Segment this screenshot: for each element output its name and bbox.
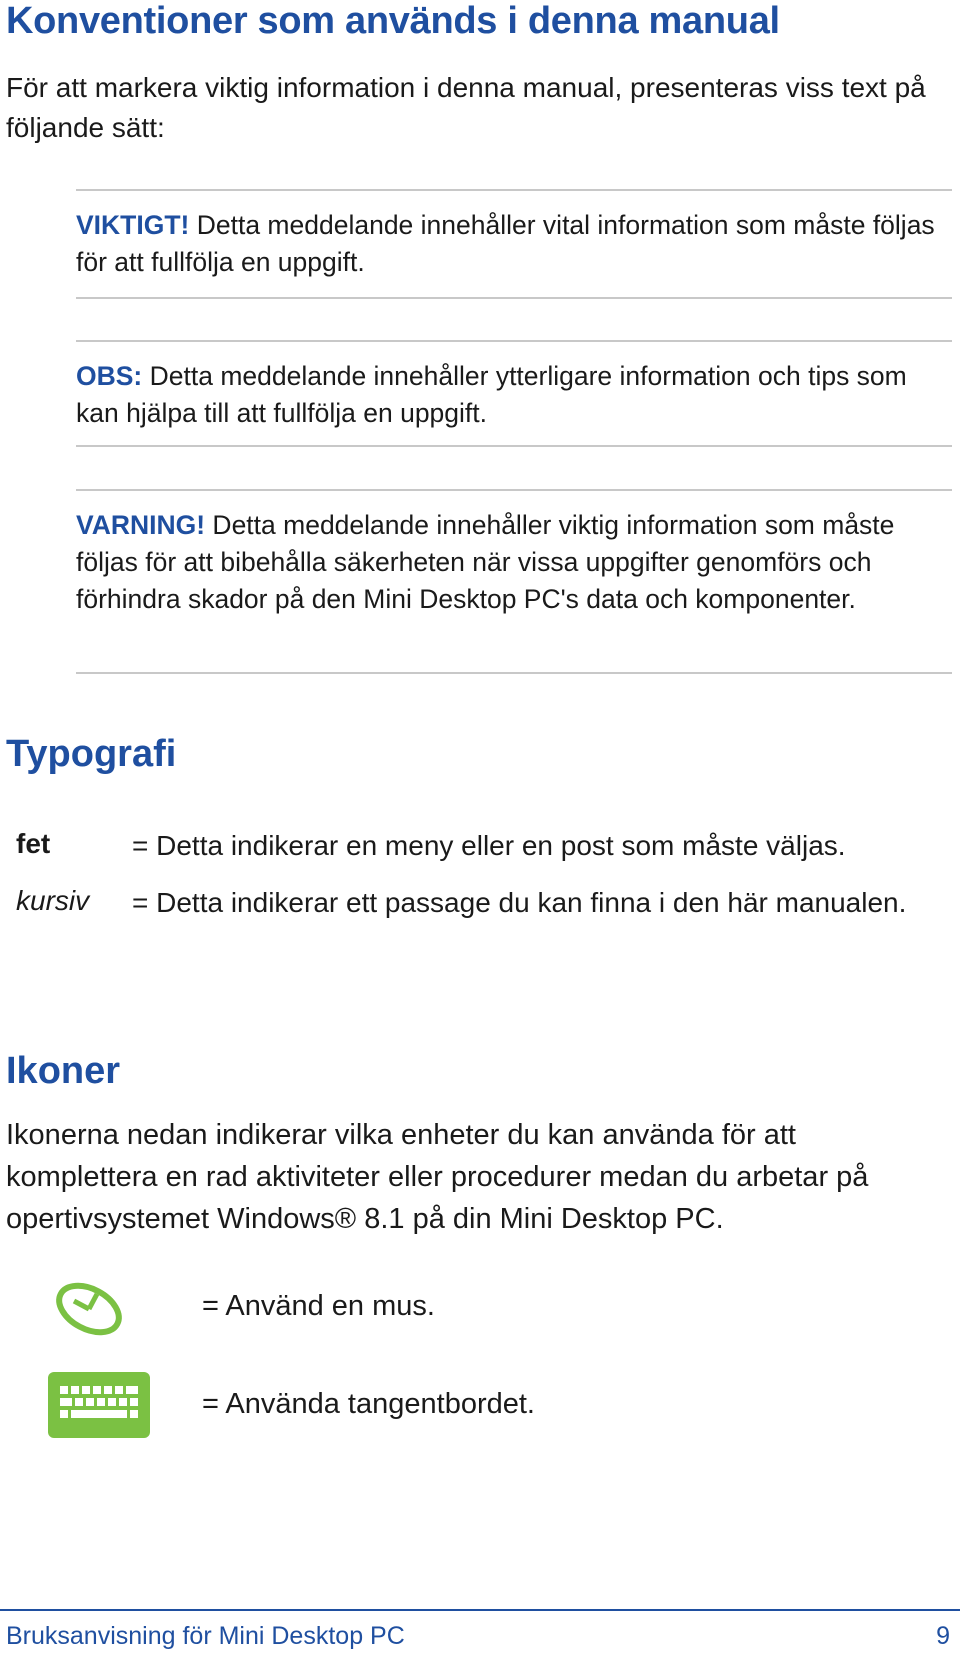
page-title: Konventioner som används i denna manual xyxy=(6,0,780,42)
typography-heading: Typografi xyxy=(6,733,177,775)
keyboard-icon-label: = Använda tangentbordet. xyxy=(202,1388,535,1420)
footer-divider xyxy=(0,1609,960,1611)
typography-term-italic: kursiv xyxy=(16,885,90,916)
notice-note xyxy=(76,340,952,447)
icons-heading: Ikoner xyxy=(6,1050,121,1092)
mouse-icon xyxy=(52,1278,126,1340)
notice-label: OBS: xyxy=(76,361,143,391)
icons-paragraph: Ikonerna nedan indikerar vilka enheter du kan använda för att komplettera en rad aktiviteter eller procedurer medan du arbetar på opertivsystemet Windows® 8.1 på din Mini Desktop PC. xyxy=(6,1119,869,1235)
notice-label: VARNING! xyxy=(76,510,206,540)
page-number: 9 xyxy=(936,1622,950,1650)
notice-text: Detta meddelande innehåller viktig information som måste följas för att bibehålla säkerheten när vissa uppgifter genomförs och förhindra skador på den Mini Desktop PC's data och komponenter. xyxy=(76,510,895,614)
intro-paragraph: För att markera viktig information i denna manual, presenteras viss text på följande sätt: xyxy=(6,72,926,143)
typography-definition-bold: = Detta indikerar en meny eller en post som måste väljas. xyxy=(132,830,846,861)
notice-warning xyxy=(76,489,952,674)
typography-definition-italic: = Detta indikerar ett passage du kan finna i den här manualen. xyxy=(132,887,907,918)
notice-text: Detta meddelande innehåller vital information som måste följas för att fullfölja en uppgift. xyxy=(76,210,935,277)
keyboard-icon xyxy=(48,1372,150,1438)
notice-label: VIKTIGT! xyxy=(76,210,190,240)
notice-text: Detta meddelande innehåller ytterligare information och tips som kan hjälpa till att fullfölja en uppgift. xyxy=(76,361,907,428)
notice-important xyxy=(76,189,952,299)
typography-term-bold: fet xyxy=(16,828,51,859)
mouse-icon-label: = Använd en mus. xyxy=(202,1290,435,1322)
footer-title: Bruksanvisning för Mini Desktop PC xyxy=(6,1622,405,1650)
